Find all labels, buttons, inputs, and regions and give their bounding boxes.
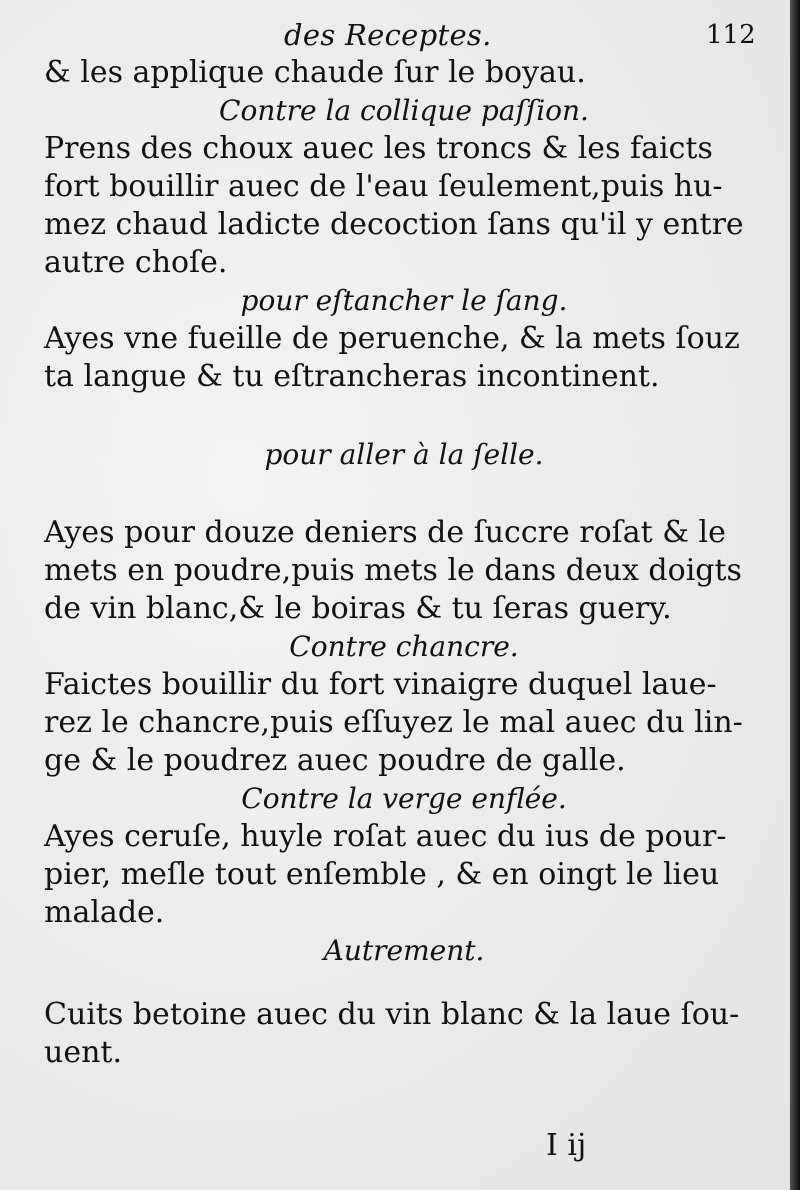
text-line: de vin blanc,& le boiras & tu ſeras guery. — [44, 591, 672, 626]
body-text — [44, 54, 764, 1072]
recipe-heading: pour aller à la ſelle. — [264, 438, 544, 471]
text-line: Ayes ceruſe, huyle roſat auec du ius de pour- — [44, 819, 727, 854]
text-line: malade. — [44, 895, 165, 930]
text-line: Ayes vne fueille de peruenche, & la mets ſouz — [44, 321, 740, 356]
spacer — [44, 474, 764, 514]
recipe-heading: pour eſtancher le ſang. — [240, 284, 568, 317]
text-line: fort bouillir auec de l'eau ſeulement,puis hu- — [44, 169, 723, 204]
text-line: ta langue & tu eſtrancheras incontinent. — [44, 359, 660, 394]
spacer — [44, 970, 764, 996]
running-head: des Receptes. — [284, 18, 492, 52]
recipe-heading: Autrement. — [323, 934, 485, 967]
text-line: ge & le poudrez auec poudre de galle. — [44, 743, 626, 778]
text-line: Cuits betoine auec du vin blanc & la laue ſou- — [44, 997, 740, 1032]
recipe-heading: Contre la verge enflée. — [241, 782, 567, 815]
text-line: Faictes bouillir du fort vinaigre duquel laue- — [44, 667, 717, 702]
text-line: Ayes pour douze deniers de ſuccre roſat & le — [44, 515, 726, 550]
text-line: mets en poudre,puis mets le dans deux doigts — [44, 553, 742, 588]
recipe-heading: Contre chancre. — [289, 630, 519, 663]
text-line: pier, meſle tout enſemble , & en oingt le lieu — [44, 857, 720, 892]
text-line: Prens des choux auec les troncs & les faicts — [44, 131, 713, 166]
spacer — [44, 396, 764, 436]
text-line: mez chaud ladicte decoction ſans qu'il y entre — [44, 207, 744, 242]
signature-mark: I ij — [546, 1128, 587, 1163]
text-line: & les applique chaude ſur le boyau. — [44, 55, 586, 90]
text-line: rez le chancre,puis eſſuyez le mal auec du lin- — [44, 705, 743, 740]
text-line: autre choſe. — [44, 245, 228, 280]
page-header — [0, 14, 790, 54]
text-line: uent. — [44, 1035, 122, 1070]
page-number: 112 — [706, 20, 756, 50]
recipe-heading: Contre la collique paſſion. — [219, 94, 589, 127]
page-edge — [790, 0, 800, 1190]
